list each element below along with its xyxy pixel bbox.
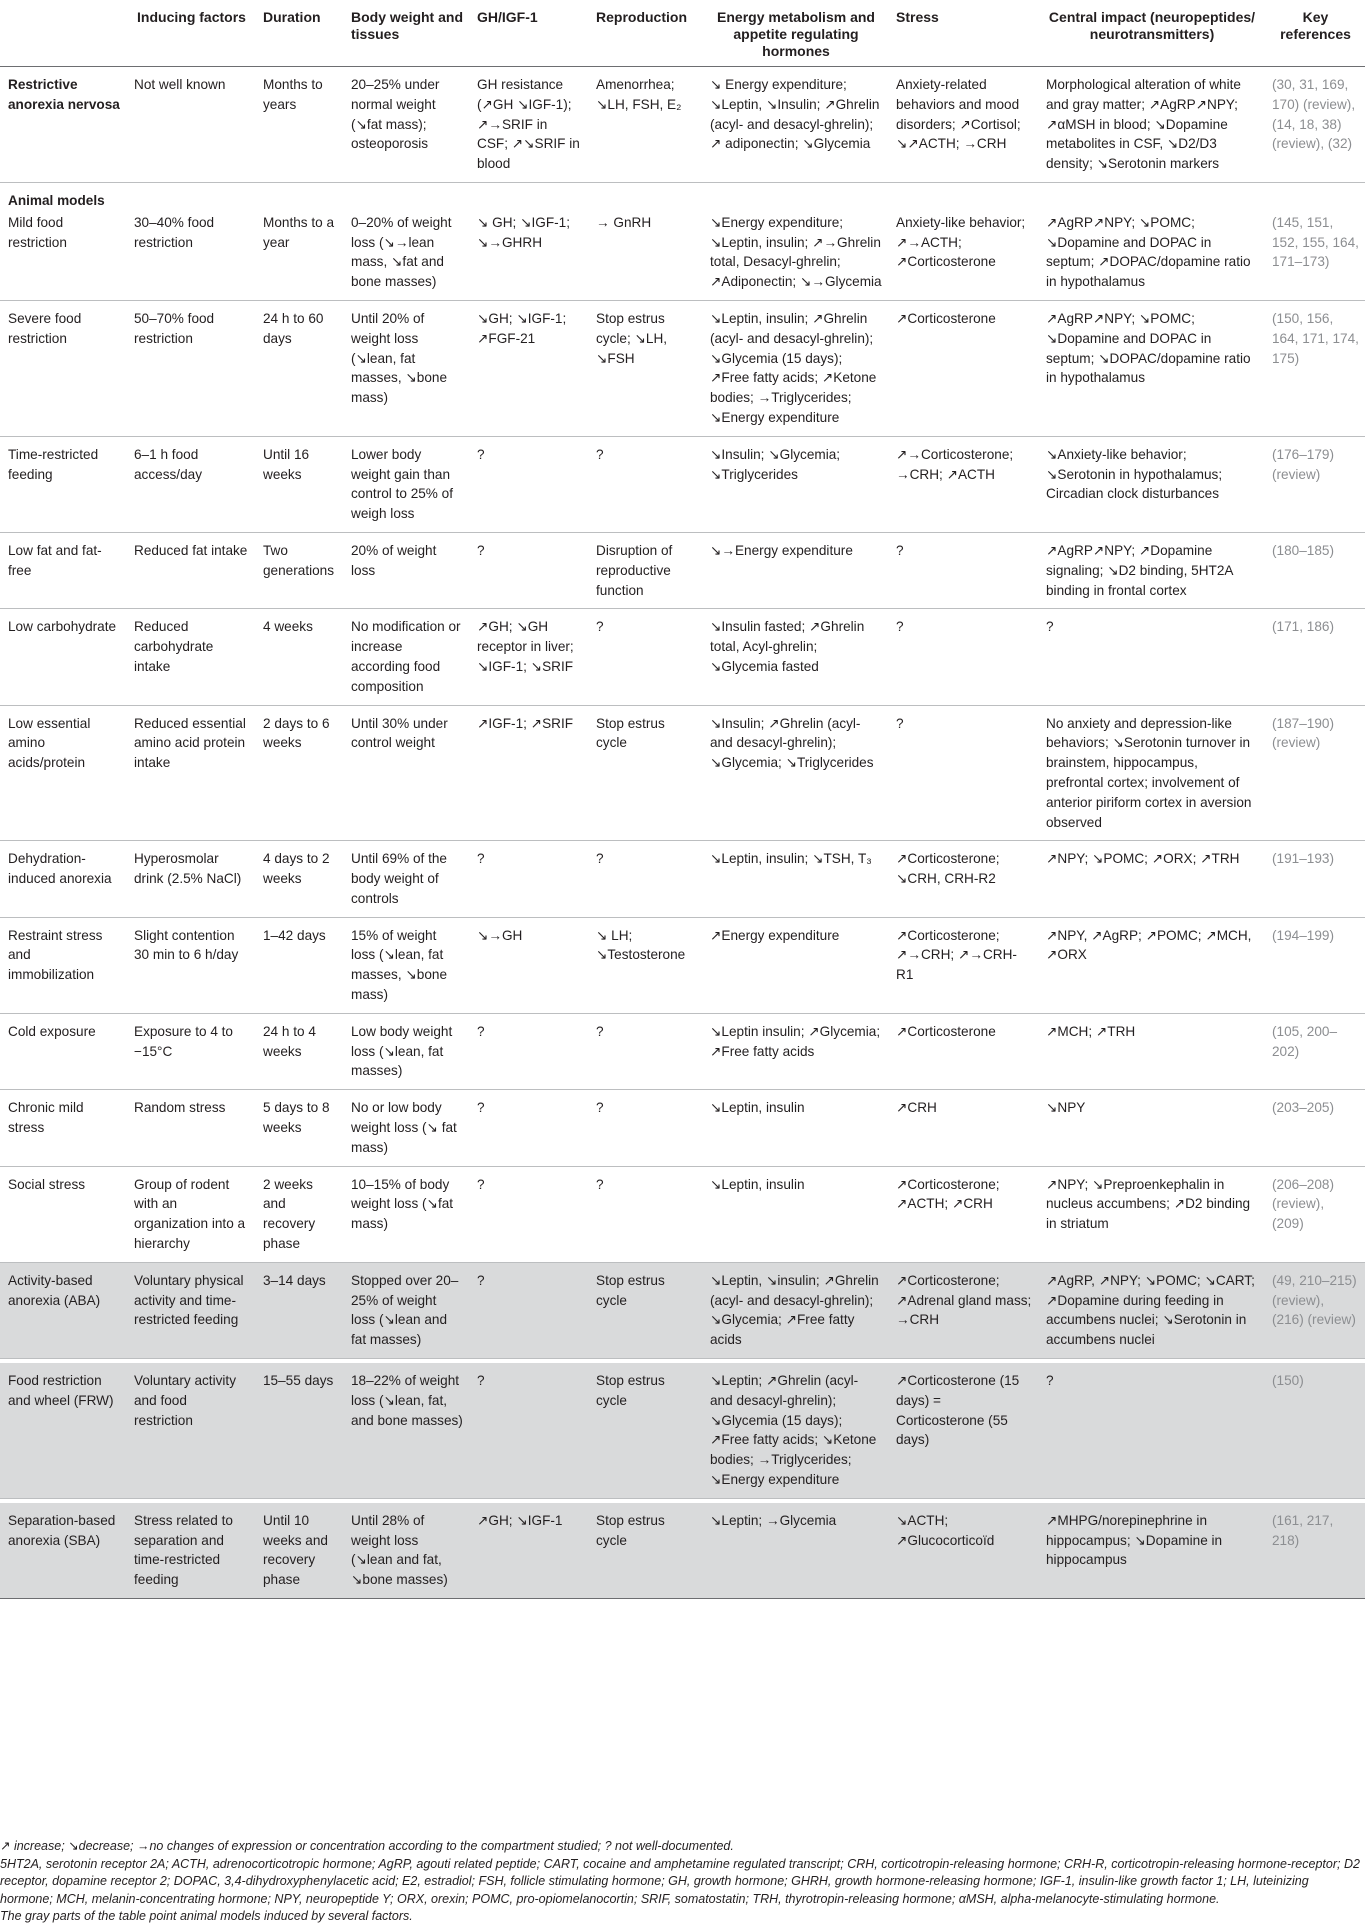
table-cell: ↗AgRP, ↗NPY; ↘POMC; ↘CART; ↗Dopamine during feeding in accumbens nuclei; ↘Serotonin in accumbens nuclei	[1038, 1262, 1264, 1358]
table-cell: ↘Leptin; →Glycemia	[702, 1503, 888, 1599]
table-row	[0, 532, 1365, 608]
table-cell: ↗Energy expenditure	[702, 917, 888, 1013]
column-header: Inducing factors	[126, 0, 255, 67]
column-header: Key references	[1264, 0, 1365, 67]
table-cell: Voluntary physical activity and time-restricted feeding	[126, 1262, 255, 1358]
table-cell: ↗AgRP↗NPY; ↗Dopamine signaling; ↘D2 binding, 5HT2A binding in frontal cortex	[1038, 532, 1264, 608]
table-cell: Food restriction and wheel (FRW)	[0, 1363, 126, 1498]
table-cell: ↗Corticosterone	[888, 1013, 1038, 1089]
table-cell: Amenorrhea; ↘LH, FSH, E₂	[588, 67, 702, 183]
table-cell: ?	[888, 532, 1038, 608]
table-cell: ?	[469, 1013, 588, 1089]
table-cell: Months to a year	[255, 211, 343, 301]
table-cell: Reduced fat intake	[126, 532, 255, 608]
table-cell: → GnRH	[588, 211, 702, 301]
table-cell: 5 days to 8 weeks	[255, 1090, 343, 1166]
table-cell: Hyperosmolar drink (2.5% NaCl)	[126, 841, 255, 917]
table-cell: 3–14 days	[255, 1262, 343, 1358]
table-cell: Anxiety-like behavior; ↗→ACTH; ↗Corticosterone	[888, 211, 1038, 301]
table-cell: 6–1 h food access/day	[126, 436, 255, 532]
table-cell: ↗Corticosterone; ↗→CRH; ↗→CRH-R1	[888, 917, 1038, 1013]
table-cell-references: (49, 210–215) (review), (216) (review)	[1264, 1262, 1365, 1358]
table-cell: GH resistance (↗GH ↘IGF-1); ↗→SRIF in CSF; ↗↘SRIF in blood	[469, 67, 588, 183]
table-cell: ↘Leptin, insulin	[702, 1090, 888, 1166]
table-cell: 24 h to 4 weeks	[255, 1013, 343, 1089]
table-cell-references: (150, 156, 164, 171, 174, 175)	[1264, 300, 1365, 436]
table-cell: No or low body weight loss (↘ fat mass)	[343, 1090, 469, 1166]
table-cell: Stop estrus cycle	[588, 1503, 702, 1599]
table-cell: ↘Insulin fasted; ↗Ghrelin total, Acyl-ghrelin; ↘Glycemia fasted	[702, 609, 888, 705]
table-cell: Not well known	[126, 67, 255, 183]
table-cell: Voluntary activity and food restriction	[126, 1363, 255, 1498]
table-cell: ?	[469, 1166, 588, 1262]
table-cell: ?	[1038, 1363, 1264, 1498]
table-cell: ↘Energy expenditure; ↘Leptin, insulin; ↗→Ghrelin total, Desacyl-ghrelin; ↗Adiponectin; ↘→Glycemia	[702, 211, 888, 301]
table-cell-references: (171, 186)	[1264, 609, 1365, 705]
table-cell: ↘Anxiety-like behavior; ↘Serotonin in hypothalamus; Circadian clock disturbances	[1038, 436, 1264, 532]
table-cell: ↗NPY; ↘Preproenkephalin in nucleus accumbens; ↗D2 binding in striatum	[1038, 1166, 1264, 1262]
table-cell: Stop estrus cycle	[588, 1363, 702, 1498]
table-cell: ?	[588, 1090, 702, 1166]
table-cell-references: (187–190) (review)	[1264, 705, 1365, 841]
column-header: Duration	[255, 0, 343, 67]
column-header: Body weight and tissues	[343, 0, 469, 67]
table-cell: No modification or increase according food composition	[343, 609, 469, 705]
table-cell-references: (150)	[1264, 1363, 1365, 1498]
table-row	[0, 211, 1365, 301]
table-cell: Exposure to 4 to −15°C	[126, 1013, 255, 1089]
table-cell: ↘Insulin; ↘Glycemia; ↘Triglycerides	[702, 436, 888, 532]
table-cell: Activity-based anorexia (ABA)	[0, 1262, 126, 1358]
table-cell: Social stress	[0, 1166, 126, 1262]
table-cell: 2 days to 6 weeks	[255, 705, 343, 841]
column-header: Central impact (neuropeptides/ neurotransmitters)	[1038, 0, 1264, 67]
table-row	[0, 300, 1365, 436]
table-cell-references: (105, 200–202)	[1264, 1013, 1365, 1089]
table-cell: ↗MHPG/norepinephrine in hippocampus; ↘Dopamine in hippocampus	[1038, 1503, 1264, 1599]
footnote-gray-note: The gray parts of the table point animal models induced by several factors.	[0, 1909, 413, 1923]
table-cell: ↘ GH; ↘IGF-1; ↘→GHRH	[469, 211, 588, 301]
table-cell-references: (191–193)	[1264, 841, 1365, 917]
table-cell: ↘ACTH; ↗Glucocorticoïd	[888, 1503, 1038, 1599]
table-cell: ↗Corticosterone	[888, 300, 1038, 436]
column-header: Energy metabolism and appetite regulating hormones	[702, 0, 888, 67]
table-row	[0, 1503, 1365, 1599]
table-cell: ↘→Energy expenditure	[702, 532, 888, 608]
table-row-anorexia-nervosa	[0, 67, 1365, 183]
table-cell: Until 69% of the body weight of controls	[343, 841, 469, 917]
table-cell: Lower body weight gain than control to 25% of weigh loss	[343, 436, 469, 532]
table-cell: ↗NPY; ↘POMC; ↗ORX; ↗TRH	[1038, 841, 1264, 917]
header-row	[0, 0, 1365, 67]
table-cell: ↗Corticosterone; ↗ACTH; ↗CRH	[888, 1166, 1038, 1262]
table-cell: ?	[1038, 609, 1264, 705]
table-cell: ?	[588, 436, 702, 532]
table-cell: ↘Leptin; ↗Ghrelin (acyl- and desacyl-ghrelin); ↘Glycemia (15 days); ↗Free fatty acids; ↘Ketone bodies; →Triglycerides; ↘Energy expenditure	[702, 1363, 888, 1498]
table-cell: 20% of weight loss	[343, 532, 469, 608]
table-cell: Low body weight loss (↘lean, fat masses)	[343, 1013, 469, 1089]
table-cell: Until 30% under control weight	[343, 705, 469, 841]
table-cell: 2 weeks and recovery phase	[255, 1166, 343, 1262]
table-cell: Restraint stress and immobilization	[0, 917, 126, 1013]
table-cell: 50–70% food restriction	[126, 300, 255, 436]
table-row	[0, 436, 1365, 532]
table-cell: ↘→GH	[469, 917, 588, 1013]
table-cell: ?	[469, 1090, 588, 1166]
table-cell: Low carbohydrate	[0, 609, 126, 705]
table-cell: ?	[469, 841, 588, 917]
table-cell: Slight contention 30 min to 6 h/day	[126, 917, 255, 1013]
table-cell: 1–42 days	[255, 917, 343, 1013]
table-cell: ↗Corticosterone (15 days) = Corticosterone (55 days)	[888, 1363, 1038, 1498]
table-cell: Dehydration-induced anorexia	[0, 841, 126, 917]
table-cell: ?	[588, 841, 702, 917]
table-cell: ↘ LH; ↘Testosterone	[588, 917, 702, 1013]
table-cell: 15–55 days	[255, 1363, 343, 1498]
table-cell: Two generations	[255, 532, 343, 608]
table-cell: Stop estrus cycle; ↘LH, ↘FSH	[588, 300, 702, 436]
footnote-legend: ↗ increase; ↘decrease; →no changes of expression or concentration according to the compartment studied; ? not well-documented.	[0, 1839, 734, 1853]
table-cell: 20–25% under normal weight (↘fat mass); osteoporosis	[343, 67, 469, 183]
table-cell: Separation-based anorexia (SBA)	[0, 1503, 126, 1599]
table-cell: ?	[469, 1363, 588, 1498]
table-row	[0, 1166, 1365, 1262]
table-cell: ↗GH; ↘IGF-1	[469, 1503, 588, 1599]
table-cell: Mild food restriction	[0, 211, 126, 301]
table-cell: Disruption of reproductive function	[588, 532, 702, 608]
table-cell: ?	[588, 1013, 702, 1089]
table-cell: ?	[888, 705, 1038, 841]
table-cell: ?	[588, 1166, 702, 1262]
table-cell: Random stress	[126, 1090, 255, 1166]
column-header: Reproduction	[588, 0, 702, 67]
table-cell-references: (176–179) (review)	[1264, 436, 1365, 532]
table-cell: 15% of weight loss (↘lean, fat masses, ↘bone mass)	[343, 917, 469, 1013]
column-header: Stress	[888, 0, 1038, 67]
table-cell: Until 28% of weight loss (↘lean and fat, ↘bone masses)	[343, 1503, 469, 1599]
table-cell: Reduced essential amino acid protein intake	[126, 705, 255, 841]
section-row	[0, 182, 1365, 210]
table-cell: Severe food restriction	[0, 300, 126, 436]
table-cell: Reduced carbohydrate intake	[126, 609, 255, 705]
table-cell: ↘Leptin, insulin; ↗Ghrelin (acyl- and desacyl-ghrelin); ↘Glycemia (15 days); ↗Free fatty acids; ↗Ketone bodies; →Triglycerides; ↘Energy expenditure	[702, 300, 888, 436]
table-cell: ↘Leptin insulin; ↗Glycemia; ↗Free fatty acids	[702, 1013, 888, 1089]
column-header	[0, 0, 126, 67]
table-cell: No anxiety and depression-like behaviors; ↘Serotonin turnover in brainstem, hippocampus, prefrontal cortex; involvement of anterior piriform cortex in aversion observed	[1038, 705, 1264, 841]
table-cell: Stopped over 20–25% of weight loss (↘lean and fat masses)	[343, 1262, 469, 1358]
table-cell: ↘Insulin; ↗Ghrelin (acyl- and desacyl-ghrelin); ↘Glycemia; ↘Triglycerides	[702, 705, 888, 841]
table-footnotes	[0, 1838, 1360, 1926]
table-cell-references: (30, 31, 169, 170) (review), (14, 18, 38) (review), (32)	[1264, 67, 1365, 183]
table-cell: ?	[469, 436, 588, 532]
table-cell: Stress related to separation and time-restricted feeding	[126, 1503, 255, 1599]
table-cell: Until 10 weeks and recovery phase	[255, 1503, 343, 1599]
table-cell: ↘Leptin, insulin	[702, 1166, 888, 1262]
table-cell: 4 days to 2 weeks	[255, 841, 343, 917]
table-cell: 4 weeks	[255, 609, 343, 705]
table-cell-references: (180–185)	[1264, 532, 1365, 608]
table-cell: ?	[588, 609, 702, 705]
table-cell: Low essential amino acids/protein	[0, 705, 126, 841]
table-cell: ↗AgRP↗NPY; ↘POMC; ↘Dopamine and DOPAC in septum; ↘DOPAC/dopamine ratio in hypothalamus	[1038, 300, 1264, 436]
table-row	[0, 1090, 1365, 1166]
table-cell: ↗CRH	[888, 1090, 1038, 1166]
table-cell: Until 16 weeks	[255, 436, 343, 532]
table-cell: ↗Corticosterone; ↘CRH, CRH-R2	[888, 841, 1038, 917]
table-cell: ↗→Corticosterone; →CRH; ↗ACTH	[888, 436, 1038, 532]
table-cell: ↗MCH; ↗TRH	[1038, 1013, 1264, 1089]
table-cell: 0–20% of weight loss (↘→lean mass, ↘fat and bone masses)	[343, 211, 469, 301]
table-cell: Low fat and fat-free	[0, 532, 126, 608]
table-row	[0, 917, 1365, 1013]
table-cell: ↘GH; ↘IGF-1; ↗FGF-21	[469, 300, 588, 436]
table-cell: Until 20% of weight loss (↘lean, fat masses, ↘bone mass)	[343, 300, 469, 436]
table-row	[0, 705, 1365, 841]
table-cell: Time-restricted feeding	[0, 436, 126, 532]
table-cell: ?	[469, 1262, 588, 1358]
table-cell: Stop estrus cycle	[588, 1262, 702, 1358]
table-row	[0, 1262, 1365, 1358]
table-cell: ↗NPY, ↗AgRP; ↗POMC; ↗MCH, ↗ORX	[1038, 917, 1264, 1013]
table-cell: ↗AgRP↗NPY; ↘POMC; ↘Dopamine and DOPAC in septum; ↗DOPAC/dopamine ratio in hypothalamus	[1038, 211, 1264, 301]
table-cell: ↗GH; ↘GH receptor in liver; ↘IGF-1; ↘SRIF	[469, 609, 588, 705]
table-row	[0, 1013, 1365, 1089]
table-cell-references: (203–205)	[1264, 1090, 1365, 1166]
table-row	[0, 1363, 1365, 1498]
table-cell-references: (194–199)	[1264, 917, 1365, 1013]
table-row	[0, 841, 1365, 917]
table-cell: 24 h to 60 days	[255, 300, 343, 436]
table-cell: ↘ Energy expenditure; ↘Leptin, ↘Insulin; ↗Ghrelin (acyl- and desacyl-ghrelin); ↗ adiponectin; ↘Glycemia	[702, 67, 888, 183]
table-cell: ↗Corticosterone; ↗Adrenal gland mass; →CRH	[888, 1262, 1038, 1358]
table-cell: Group of rodent with an organization into a hierarchy	[126, 1166, 255, 1262]
table-cell: 18–22% of weight loss (↘lean, fat, and bone masses)	[343, 1363, 469, 1498]
table-cell-references: (145, 151, 152, 155, 164, 171–173)	[1264, 211, 1365, 301]
table-cell: Stop estrus cycle	[588, 705, 702, 841]
table-cell-references: (161, 217, 218)	[1264, 1503, 1365, 1599]
table-cell: ↘NPY	[1038, 1090, 1264, 1166]
table-cell: Anxiety-related behaviors and mood disorders; ↗Cortisol; ↘↗ACTH; →CRH	[888, 67, 1038, 183]
table-cell: ↘Leptin, insulin; ↘TSH, T₃	[702, 841, 888, 917]
table-cell: Restrictive anorexia nervosa	[0, 67, 126, 183]
table-cell: ?	[469, 532, 588, 608]
table-cell: Chronic mild stress	[0, 1090, 126, 1166]
section-label: Animal models	[8, 192, 105, 208]
table-cell: ?	[888, 609, 1038, 705]
table-cell: ↘Leptin, ↘insulin; ↗Ghrelin (acyl- and desacyl-ghrelin); ↘Glycemia; ↗Free fatty acids	[702, 1262, 888, 1358]
table-cell: 10–15% of body weight loss (↘fat mass)	[343, 1166, 469, 1262]
table-cell: Cold exposure	[0, 1013, 126, 1089]
table-cell: Morphological alteration of white and gray matter; ↗AgRP↗NPY; ↗αMSH in blood; ↘Dopamine metabolites in CSF, ↘D2/D3 density; ↘Serotonin markers	[1038, 67, 1264, 183]
table-cell: Months to years	[255, 67, 343, 183]
table-cell-references: (206–208) (review), (209)	[1264, 1166, 1365, 1262]
table-cell: ↗IGF-1; ↗SRIF	[469, 705, 588, 841]
table-row	[0, 609, 1365, 705]
footnote-abbreviations: 5HT2A, serotonin receptor 2A; ACTH, adrenocorticotropic hormone; AgRP, agouti related peptide; CART, cocaine and amphetamine regulated transcript; CRH, corticotropin-releasing hormone; CRH-R, corticotropin-releasing hormone-receptor; D2 receptor, dopamine receptor 2; DOPAC, 3,4-dihydroxyphenylacetic acid; E2, estradiol; FSH, follicle stimulating hormone; GH, growth hormone; GHRH, growth hormone-releasing hormone; IGF-1, insulin-like growth factor 1; LH, luteinizing hormone; MCH, melanin-concentrating hormone; NPY, neuropeptide Y; ORX, orexin; POMC, pro-opiomelanocortin; SRIF, somatostatin; TRH, thyrotropin-releasing hormone; αMSH, alpha-melanocyte-stimulating hormone.	[0, 1856, 1360, 1906]
table-cell: 30–40% food restriction	[126, 211, 255, 301]
column-header: GH/IGF-1	[469, 0, 588, 67]
